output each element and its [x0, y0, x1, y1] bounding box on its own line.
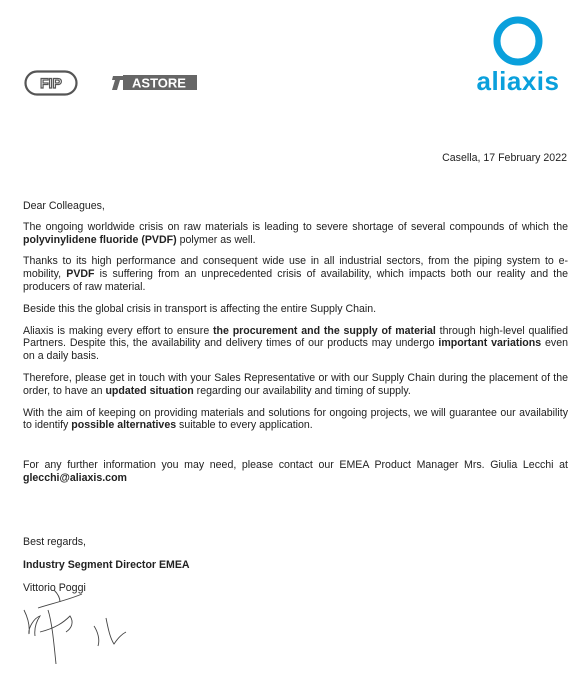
p1-bold: polyvinylidene fluoride (PVDF) — [23, 233, 177, 246]
astore-logo — [111, 73, 197, 91]
p4-text-end: even on a daily basis. — [23, 337, 568, 363]
p2-text: Thanks to its high performance and consequent wide use in all industrial sectors, from the piping system to e-mobility, — [23, 255, 568, 281]
astore-logo-text: ASTORE — [132, 75, 186, 91]
aliaxis-ring-icon — [468, 14, 568, 66]
p5-text-end: regarding our availability and timing of supply. — [193, 384, 411, 397]
p7-text: For any further information you may need, please contact our EMEA Product Manager Mrs. Giulia Lecchi at — [23, 459, 568, 472]
p2-bold: PVDF — [66, 268, 95, 281]
handwritten-signature — [10, 588, 140, 668]
paragraph-procurement — [23, 325, 568, 363]
paragraph-transport: Beside this the global crisis in transport is affecting the entire Supply Chain. — [23, 302, 377, 315]
p6-bold: possible alternatives — [71, 419, 177, 432]
p5-bold: updated situation — [105, 384, 194, 397]
letter-body — [23, 200, 568, 494]
paragraph-pvdf-shortage — [23, 221, 568, 247]
p6-text-end: suitable to every application. — [176, 419, 313, 432]
contact-email: glecchi@aliaxis.com — [23, 471, 127, 484]
paragraph-pvdf-crisis — [23, 255, 568, 293]
p4-bold-2: important variations — [438, 337, 542, 350]
paragraph-further-info — [23, 459, 568, 485]
p1-text: The ongoing worldwide crisis on raw materials is leading to severe shortage of several compounds of which the — [23, 220, 568, 233]
p4-text: Aliaxis is making every effort to ensure — [23, 324, 214, 337]
signer-title — [23, 559, 190, 572]
fip-logo-text: FIP — [40, 75, 62, 91]
signer-title-text: Industry Segment Director EMEA — [23, 558, 190, 571]
regards: Best regards, — [23, 536, 87, 548]
letter-date: Casella, 17 February 2022 — [442, 152, 567, 164]
p4-bold: the procurement and the supply of material — [213, 324, 436, 337]
p5-text: Therefore, please get in touch with your Sales Representative or with our Supply Chain during the placement of the order, to have an — [23, 371, 568, 397]
signer-name: Vittorio Poggi — [23, 581, 86, 594]
paragraph-alternatives — [23, 407, 568, 433]
paragraph-contact-sales — [23, 372, 568, 398]
p6-text: With the aim of keeping on providing materials and solutions for ongoing projects, we will guarantee our availability to identify — [23, 406, 568, 432]
fip-logo — [24, 70, 78, 96]
p1-text-end: polymer as well. — [176, 233, 256, 246]
p4-text-mid: through high-level qualified Partners. Despite this, the availability and delivery times of our products may undergo — [23, 324, 568, 350]
greeting: Dear Colleagues, — [23, 200, 105, 212]
aliaxis-logo — [468, 14, 568, 98]
p2-text-end: is suffering from an unprecedented crisis of availability, which impacts both our reality and the producers of raw material. — [23, 268, 569, 293]
aliaxis-logo-text: aliaxis — [476, 66, 560, 96]
